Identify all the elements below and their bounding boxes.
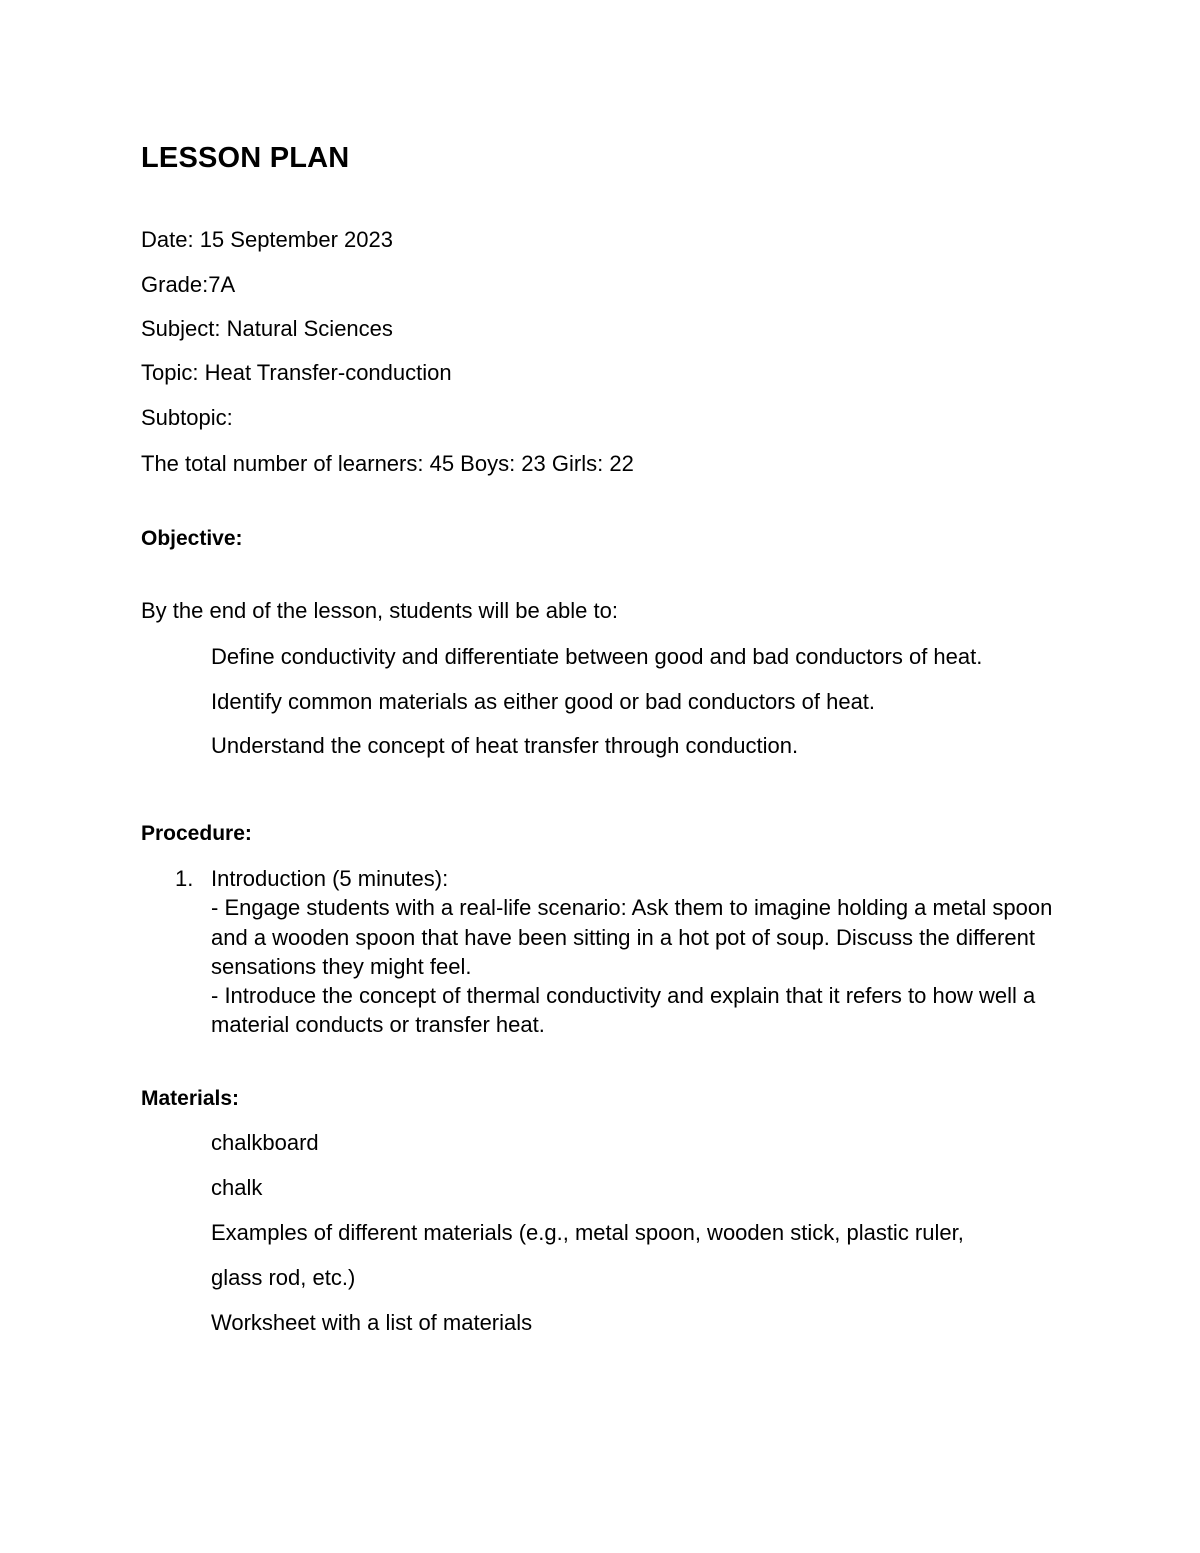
objective-intro: By the end of the lesson, students will be able to: xyxy=(141,598,618,623)
procedure-steps-list xyxy=(141,864,1061,1040)
step-point: - Engage students with a real-life scenario: Ask them to imagine holding a metal spoon and a wooden spoon that have been sitting in a hot pot of soup. Discuss the different sensations they might feel. xyxy=(211,895,1053,979)
grade-line: Grade:7A xyxy=(141,272,236,297)
objective-item: Define conductivity and differentiate between good and bad conductors of heat. xyxy=(211,644,983,669)
material-item: chalkboard xyxy=(211,1130,319,1155)
subject-line: Subject: Natural Sciences xyxy=(141,316,393,341)
topic-line: Topic: Heat Transfer-conduction xyxy=(141,360,452,385)
step-number: 1. xyxy=(175,866,194,891)
objective-item: Understand the concept of heat transfer through conduction. xyxy=(211,733,799,758)
procedure-heading: Procedure: xyxy=(141,822,252,845)
date-line: Date: 15 September 2023 xyxy=(141,227,393,252)
material-item: Examples of different materials (e.g., metal spoon, wooden stick, plastic ruler, xyxy=(211,1220,964,1245)
objective-heading: Objective: xyxy=(141,527,243,550)
step-point: - Introduce the concept of thermal conductivity and explain that it refers to how well a material conducts or transfer heat. xyxy=(211,983,1036,1038)
document-title: LESSON PLAN xyxy=(141,142,350,174)
procedure-step xyxy=(141,864,1061,1040)
step-title: Introduction (5 minutes): xyxy=(211,866,449,891)
material-item: Worksheet with a list of materials xyxy=(211,1310,533,1335)
material-item: chalk xyxy=(211,1175,263,1200)
materials-heading: Materials: xyxy=(141,1087,240,1110)
objective-item: Identify common materials as either good or bad conductors of heat. xyxy=(211,689,876,714)
step-body xyxy=(211,864,1061,1040)
subtopic-line: Subtopic: xyxy=(141,405,233,430)
learners-line: The total number of learners: 45 Boys: 23 Girls: 22 xyxy=(141,451,634,476)
material-item: glass rod, etc.) xyxy=(211,1265,356,1290)
